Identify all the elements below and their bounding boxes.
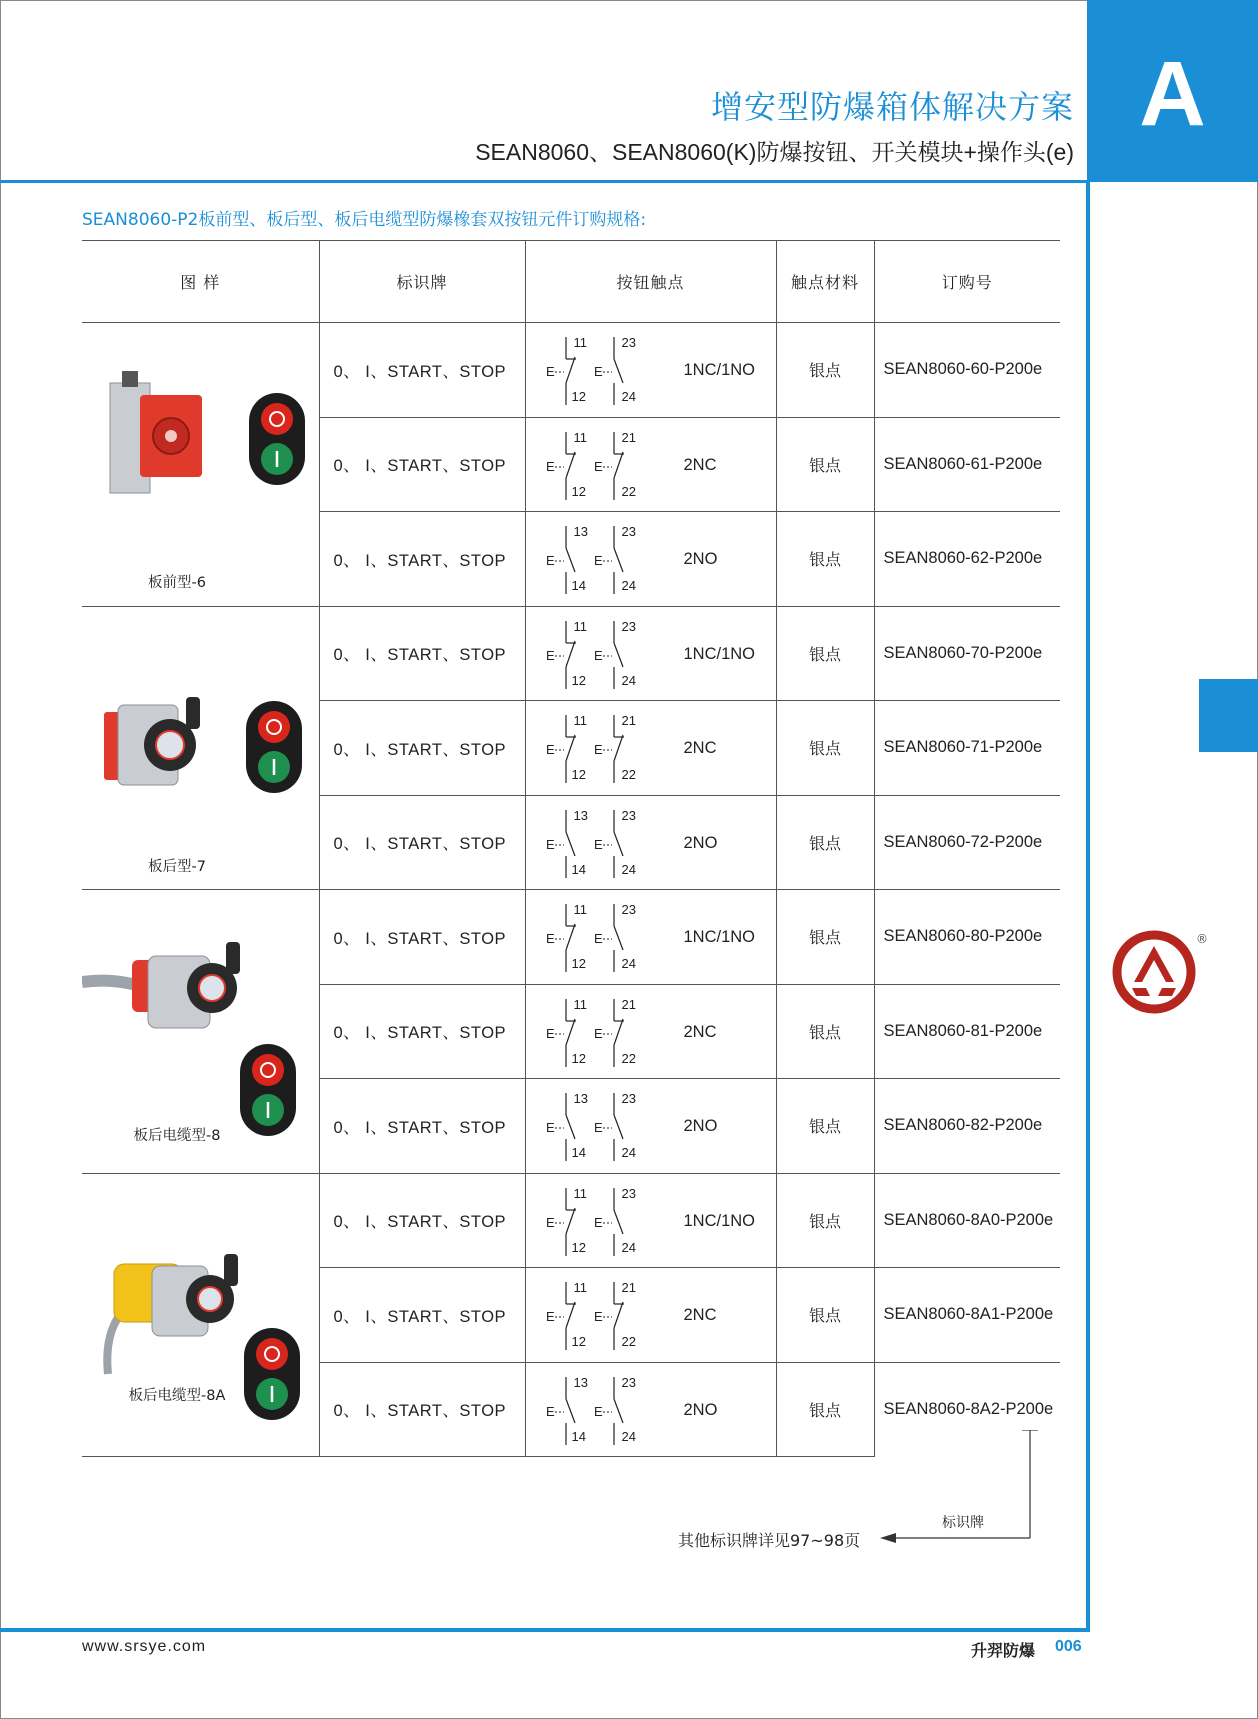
contact-terminal-number: 23 [621,1185,636,1201]
contact-material-cell: 银点 [776,323,874,418]
contact-type-label: 2NC [683,1306,717,1324]
contact-terminal-number: 24 [621,389,636,404]
contact-terminal-number: 13 [573,807,588,823]
button-contact-cell [525,512,776,607]
svg-text:E: E [545,458,555,474]
contact-terminal-number: 11 [573,1280,587,1295]
contact-terminal-number: 23 [621,1091,636,1106]
table-heading: SEAN8060-P2板前型、板后型、板后电缆型防爆橡套双按钮元件订购规格: [82,210,647,230]
contact-terminal-number: 12 [571,767,586,782]
order-number-cell: SEAN8060-70-P200e [874,606,1060,701]
product-caption: 板前型-6 [148,575,206,591]
svg-text:E: E [593,1025,603,1041]
contact-material-cell: 银点 [776,795,874,890]
column-header-order: 订购号 [874,241,1060,323]
contact-terminal-number: 14 [571,1145,586,1160]
button-contact-cell [525,606,776,701]
contact-terminal-number: 11 [573,335,587,350]
contact-terminal-number: 23 [621,618,636,634]
contact-terminal-number: 22 [621,1050,636,1066]
button-contact-cell [525,1268,776,1363]
label-plate-cell: 0、 I、START、STOP [319,606,525,701]
contact-symbol-icon [546,709,666,785]
contact-material-cell: 银点 [776,984,874,1079]
product-photo-icon [82,323,319,606]
svg-text:E: E [593,742,603,757]
order-number-cell: SEAN8060-8A2-P200e [874,1362,1060,1457]
footer-url[interactable]: www.srsye.com [82,1638,207,1655]
label-plate-cell: 0、 I、START、STOP [319,417,525,512]
table-row [82,606,1060,701]
contact-terminal-number: 21 [621,429,636,445]
contact-terminal-number: 24 [621,956,636,971]
svg-text:E: E [545,647,555,663]
contact-terminal-number: 12 [571,389,586,404]
label-plate-cell: 0、 I、START、STOP [319,1268,525,1363]
contact-terminal-number: 12 [571,672,586,688]
contact-type-label: 1NC/1NO [683,361,756,379]
contact-symbol-icon [546,1371,666,1447]
label-plate-cell: 0、 I、START、STOP [319,512,525,607]
contact-terminal-number: 22 [621,767,636,782]
contact-terminal-number: 24 [621,861,636,877]
contact-symbol-icon [546,615,666,691]
contact-terminal-number: 24 [621,1428,636,1444]
product-caption: 板后电缆型-8 [133,1128,221,1144]
svg-text:E: E [545,1403,555,1419]
page-title: 增安型防爆箱体解决方案 [710,88,1074,126]
contact-terminal-number: 22 [621,1334,636,1349]
contact-terminal-number: 12 [571,483,586,499]
order-number-cell: SEAN8060-60-P200e [874,323,1060,418]
product-image-cell [82,323,319,607]
table-row [82,890,1060,985]
contact-terminal-number: 11 [573,618,587,634]
svg-text:E: E [545,836,555,852]
label-plate-cell: 0、 I、START、STOP [319,1173,525,1268]
contact-terminal-number: 11 [573,902,587,917]
contact-terminal-number: 23 [621,807,636,823]
order-number-cell: SEAN8060-82-P200e [874,1079,1060,1174]
table-header-row [82,241,1060,323]
contact-terminal-number: 21 [621,713,636,728]
label-plate-cell: 0、 I、START、STOP [319,1362,525,1457]
svg-text:E: E [545,364,555,379]
contact-terminal-number: 11 [573,713,587,728]
contact-terminal-number: 23 [621,1374,636,1390]
contact-terminal-number: 24 [621,1239,636,1255]
table-row [82,1173,1060,1268]
contact-material-cell: 银点 [776,512,874,607]
contact-symbol-icon [546,804,666,880]
registered-mark-icon: ® [1196,932,1208,946]
product-caption: 板后型-7 [148,858,206,875]
footer-brand: 升羿防爆 [971,1641,1036,1660]
contact-terminal-number: 14 [571,861,586,877]
contact-material-cell: 银点 [776,1362,874,1457]
button-contact-cell [525,323,776,418]
svg-text:E: E [593,364,603,379]
svg-text:E: E [593,458,603,474]
svg-text:E: E [593,1214,603,1230]
order-number-cell: SEAN8060-72-P200e [874,795,1060,890]
svg-text:E: E [593,647,603,663]
svg-text:E: E [593,1309,603,1324]
svg-text:E: E [545,1309,555,1324]
page-number: 006 [1055,1638,1082,1655]
contact-terminal-number: 23 [621,524,636,539]
contact-terminal-number: 14 [571,1428,586,1444]
contact-terminal-number: 21 [621,996,636,1012]
table-body [82,323,1060,1457]
contact-terminal-number: 13 [573,1091,588,1106]
svg-text:E: E [545,1214,555,1230]
callout-label: 标识牌 [942,1515,984,1531]
product-image-cell [82,606,319,890]
arrow-icon [880,1430,1042,1546]
contact-symbol-icon [546,1087,666,1163]
other-labels-note: 其他标识牌详见97~98页 [678,1531,861,1550]
product-image [82,1174,319,1457]
contact-terminal-number: 12 [571,1239,586,1255]
product-photo-icon [82,607,319,890]
order-number-cell: SEAN8060-62-P200e [874,512,1060,607]
svg-text:E: E [545,1120,555,1135]
contact-material-cell: 银点 [776,701,874,796]
contact-terminal-number: 13 [573,1374,588,1390]
order-number-cell: SEAN8060-71-P200e [874,701,1060,796]
contact-terminal-number: 22 [621,483,636,499]
svg-text:E: E [593,553,603,568]
svg-text:E: E [545,553,555,568]
contact-type-label: 2NC [683,1022,717,1041]
contact-symbol-icon [546,331,666,407]
contact-symbol-icon [546,898,666,974]
spec-table [82,240,1060,1457]
contact-material-cell: 银点 [776,1268,874,1363]
contact-terminal-number: 11 [573,1185,587,1201]
order-number-cell: SEAN8060-80-P200e [874,890,1060,985]
contact-terminal-number: 24 [621,672,636,688]
product-image-cell [82,1173,319,1457]
svg-text:E: E [545,931,555,946]
contact-material-cell: 银点 [776,1079,874,1174]
contact-symbol-icon [546,520,666,596]
svg-text:E: E [545,1025,555,1041]
logo-icon [1112,930,1196,1014]
product-image-cell [82,890,319,1174]
contact-material-cell: 银点 [776,890,874,985]
contact-type-label: 2NC [683,455,717,474]
contact-type-label: 2NO [683,833,718,852]
section-letter: A [1139,43,1206,145]
order-number-cell: SEAN8060-8A0-P200e [874,1173,1060,1268]
contact-terminal-number: 23 [621,335,636,350]
product-caption: 板后电缆型-8A [128,1387,226,1404]
page-subtitle: SEAN8060、SEAN8060(K)防爆按钮、开关模块+操作头(e) [475,139,1074,165]
contact-type-label: 2NO [683,1400,718,1419]
contact-terminal-number: 14 [571,578,586,593]
button-contact-cell [525,1173,776,1268]
contact-terminal-number: 12 [571,1050,586,1066]
column-header-contact: 按钮触点 [525,241,776,323]
column-header-label: 标识牌 [319,241,525,323]
label-plate-cell: 0、 I、START、STOP [319,795,525,890]
label-plate-cell: 0、 I、START、STOP [319,701,525,796]
svg-text:E: E [593,1120,603,1135]
contact-material-cell: 银点 [776,1173,874,1268]
svg-text:E: E [545,742,555,757]
contact-terminal-number: 13 [573,524,588,539]
label-plate-cell: 0、 I、START、STOP [319,323,525,418]
button-contact-cell [525,1362,776,1457]
contact-symbol-icon [546,993,666,1069]
button-contact-cell [525,984,776,1079]
svg-text:E: E [593,931,603,946]
order-number-cell: SEAN8060-8A1-P200e [874,1268,1060,1363]
content-frame-right [1086,180,1090,1631]
contact-type-label: 2NC [683,739,717,757]
contact-terminal-number: 11 [573,996,587,1012]
product-image [82,607,319,890]
header-divider [0,180,1090,183]
contact-type-label: 2NO [683,1117,718,1135]
product-image [82,323,319,606]
contact-type-label: 2NO [683,550,718,568]
button-contact-cell [525,890,776,985]
contact-symbol-icon [546,1276,666,1352]
contact-symbol-icon [546,426,666,502]
column-header-image: 图 样 [82,241,319,323]
label-plate-cell: 0、 I、START、STOP [319,984,525,1079]
label-plate-cell: 0、 I、START、STOP [319,890,525,985]
product-image [82,890,319,1173]
button-contact-cell [525,417,776,512]
button-contact-cell [525,701,776,796]
footer-divider [0,1628,1090,1632]
button-contact-cell [525,1079,776,1174]
contact-type-label: 1NC/1NO [683,928,756,946]
table-row [82,323,1060,418]
svg-text:E: E [593,836,603,852]
contact-terminal-number: 24 [621,578,636,593]
column-header-material: 触点材料 [776,241,874,323]
contact-terminal-number: 21 [621,1280,636,1295]
contact-type-label: 1NC/1NO [683,644,756,663]
contact-material-cell: 银点 [776,606,874,701]
contact-terminal-number: 12 [571,956,586,971]
svg-text:E: E [593,1403,603,1419]
contact-terminal-number: 24 [621,1145,636,1160]
contact-type-label: 1NC/1NO [683,1211,756,1230]
contact-terminal-number: 23 [621,902,636,917]
button-contact-cell [525,795,776,890]
order-number-cell: SEAN8060-61-P200e [874,417,1060,512]
order-number-cell: SEAN8060-81-P200e [874,984,1060,1079]
product-photo-icon [82,1174,319,1457]
contact-material-cell: 银点 [776,417,874,512]
contact-terminal-number: 11 [573,429,587,445]
contact-terminal-number: 12 [571,1334,586,1349]
label-plate-cell: 0、 I、START、STOP [319,1079,525,1174]
side-index-tab [1199,679,1258,752]
contact-symbol-icon [546,1182,666,1258]
